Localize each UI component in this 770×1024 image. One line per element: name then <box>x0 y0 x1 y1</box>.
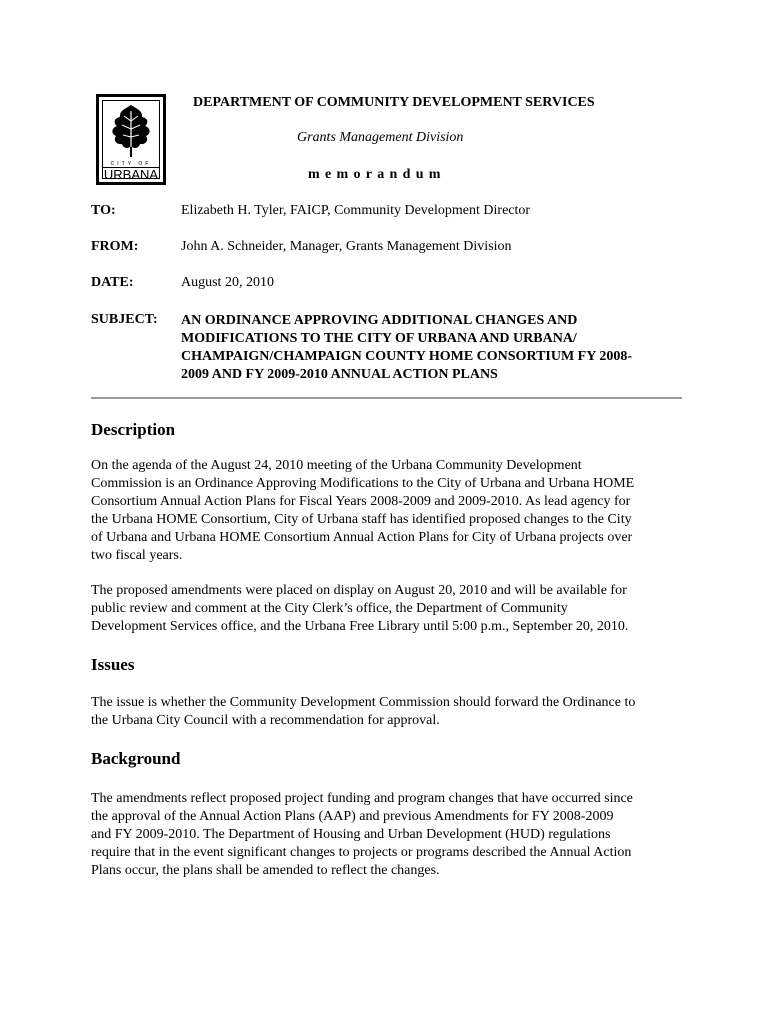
text-line: The proposed amendments were placed on display on August 20, 2010 and will be available for <box>91 583 627 598</box>
subject-line: MODIFICATIONS TO THE CITY OF URBANA AND URBANA/ <box>181 331 577 346</box>
text-line: Commission is an Ordinance Approving Modifications to the City of Urbana and Urbana HOME <box>91 476 635 491</box>
from-label: FROM: <box>91 239 139 254</box>
subject-value <box>181 312 681 384</box>
background-heading: Background <box>91 749 181 768</box>
subject-line: AN ORDINANCE APPROVING ADDITIONAL CHANGES AND <box>181 313 578 328</box>
date-label: DATE: <box>91 275 134 290</box>
text-line: public review and comment at the City Clerk’s office, the Department of Community <box>91 601 568 616</box>
logo-city-of-text: CITY OF <box>110 161 152 167</box>
description-heading: Description <box>91 420 176 439</box>
text-line: two fiscal years. <box>91 548 183 563</box>
text-line: The issue is whether the Community Development Commission should forward the Ordinance to <box>91 695 636 710</box>
text-line: Consortium Annual Action Plans for Fiscal Years 2008-2009 and 2009-2010. As lead agency for <box>91 494 631 509</box>
background-paragraph <box>91 790 691 880</box>
text-line: the Urbana HOME Consortium, City of Urbana staff has identified proposed changes to the City <box>91 512 632 527</box>
date-value: August 20, 2010 <box>181 275 274 290</box>
issues-paragraph <box>91 694 691 730</box>
document-type: memorandum <box>308 167 446 182</box>
division-name: Grants Management Division <box>297 130 464 145</box>
text-line: The amendments reflect proposed project funding and program changes that have occurred since <box>91 791 633 806</box>
subject-line: CHAMPAIGN/CHAMPAIGN COUNTY HOME CONSORTIUM FY 2008- <box>181 349 632 364</box>
header-divider <box>91 397 682 399</box>
text-line: require that in the event significant changes to projects or programs described the Annual Action <box>91 845 632 860</box>
department-title: DEPARTMENT OF COMMUNITY DEVELOPMENT SERVICES <box>193 95 595 110</box>
subject-label: SUBJECT: <box>91 312 158 327</box>
logo-urbana-text: URBANA <box>103 167 159 182</box>
leaf-icon <box>105 103 157 161</box>
city-of-urbana-logo <box>96 94 166 185</box>
text-line: the Urbana City Council with a recommendation for approval. <box>91 713 440 728</box>
subject-line: 2009 AND FY 2009-2010 ANNUAL ACTION PLANS <box>181 367 498 382</box>
text-line: Plans occur, the plans shall be amended to reflect the changes. <box>91 863 440 878</box>
from-value: John A. Schneider, Manager, Grants Management Division <box>181 239 512 254</box>
text-line: of Urbana and Urbana HOME Consortium Annual Action Plans for City of Urbana projects over <box>91 530 633 545</box>
text-line: the approval of the Annual Action Plans (AAP) and previous Amendments for FY 2008-2009 <box>91 809 614 824</box>
to-label: TO: <box>91 203 116 218</box>
description-paragraph-2 <box>91 582 691 636</box>
text-line: Development Services office, and the Urbana Free Library until 5:00 p.m., September 20, 2010. <box>91 619 629 634</box>
description-paragraph-1 <box>91 457 691 565</box>
text-line: On the agenda of the August 24, 2010 meeting of the Urbana Community Development <box>91 458 582 473</box>
issues-heading: Issues <box>91 655 135 674</box>
text-line: and FY 2009-2010. The Department of Housing and Urban Development (HUD) regulations <box>91 827 611 842</box>
to-value: Elizabeth H. Tyler, FAICP, Community Development Director <box>181 203 531 218</box>
